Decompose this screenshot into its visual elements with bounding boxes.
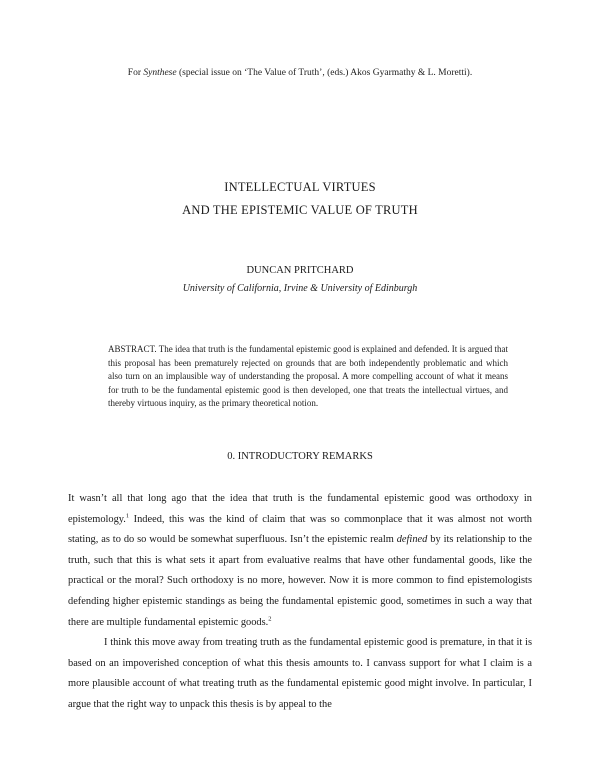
author-affiliation: University of California, Irvine & University of Edinburgh	[182, 283, 418, 294]
journal-name: Synthese	[143, 68, 177, 78]
paper-title-line-2: AND THE EPISTEMIC VALUE OF TRUTH	[182, 203, 418, 217]
abstract: ABSTRACT. The idea that truth is the fundamental epistemic good is explained and defended. It is argued that this proposal has been prematurely rejected on grounds that are both independently problematic and which also turn on an implausible way of understanding the proposal. A more compelling account of what it means for truth to be the fundamental epistemic good is then developed, one that treats the intellectual virtues, and thereby virtuous inquiry, as the primary theoretical notion.	[108, 344, 508, 409]
publication-note-suffix: (special issue on ‘The Value of Truth’, (eds.) Akos Gyarmathy & L. Moretti).	[176, 68, 473, 78]
paragraph-1-part-b: Indeed, this was the kind of claim that was so commonplace that it was almost not worth stating, as to do so would be somewhat superfluous. Isn’t the epistemic realm	[68, 513, 532, 546]
body-text	[68, 489, 532, 716]
section-heading: 0. INTRODUCTORY REMARKS	[227, 451, 373, 462]
publication-note-prefix: For	[127, 68, 144, 78]
publication-note	[0, 68, 600, 78]
author-name: DUNCAN PRITCHARD	[246, 265, 354, 276]
paragraph-1-part-a: It wasn’t all that long ago that the idea that truth is the fundamental epistemic good was orthodoxy in epistemology.	[68, 493, 532, 525]
paragraph-1	[68, 489, 532, 633]
paragraph-2: I think this move away from treating truth as the fundamental epistemic good is premature, in that it is based on an impoverished conception of what this thesis amounts to. I canvass support for what I claim is a more plausible account of what treating truth as the fundamental epistemic good might involve. In particular, I argue that the right way to unpack this thesis is by appeal to the	[68, 637, 532, 710]
paragraph-1-part-c: by its relationship to the truth, such that this is what sets it apart from evaluative realms that have other fundamental goods, like the practical or the moral? Such orthodoxy is no more, however. Now it is more common to find epistemologists defending higher epistemic standings as being the fundamental epistemic good, sometimes in such a way that there are multiple fundamental epistemic goods.	[68, 534, 532, 628]
paragraph-1-emphasis: defined	[396, 534, 428, 546]
paper-title-line-1: INTELLECTUAL VIRTUES	[224, 180, 376, 194]
footnote-ref-2[interactable]: 2	[268, 615, 272, 623]
footnote-ref-1[interactable]: 1	[125, 512, 130, 520]
